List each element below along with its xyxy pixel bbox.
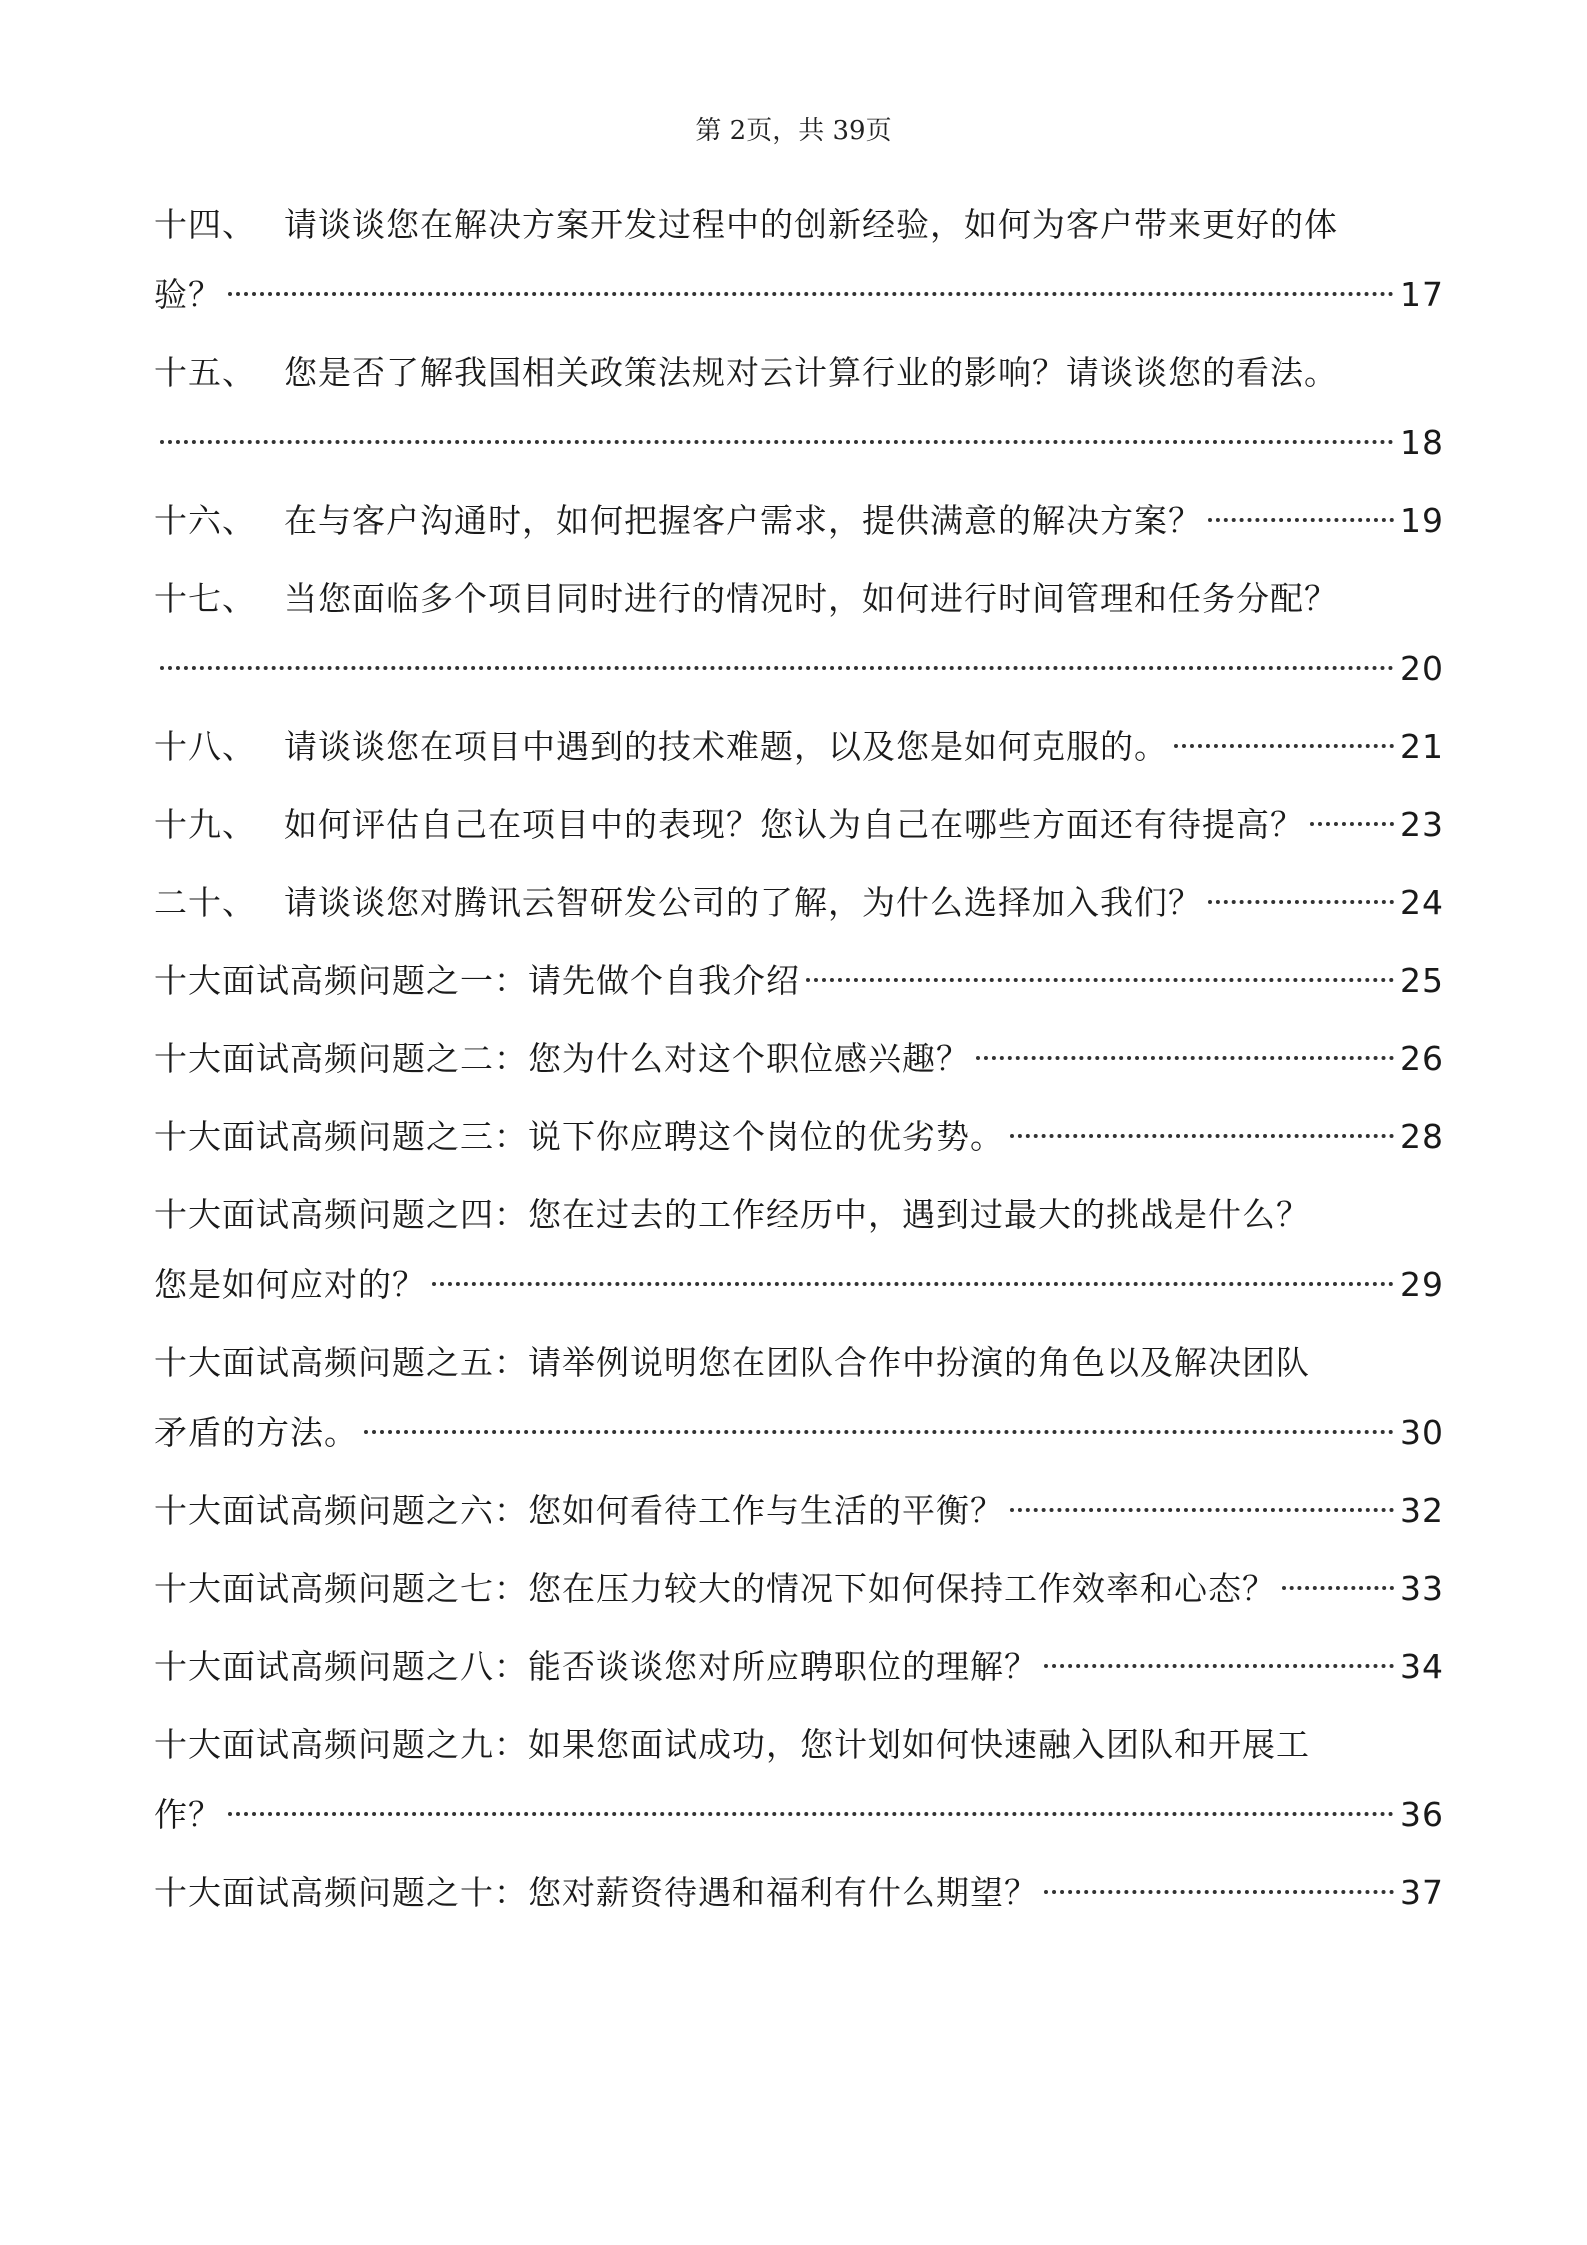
toc-entry-title-continued: 验？ xyxy=(154,275,222,314)
toc-entry[interactable] xyxy=(154,868,1444,938)
toc-entry[interactable] xyxy=(154,712,1444,782)
toc-entry-page: 24 xyxy=(1400,883,1444,922)
toc-entry-title: 十大面试高频问题之三：说下你应聘这个岗位的优劣势。 xyxy=(154,1117,1004,1156)
toc-entry[interactable] xyxy=(154,1024,1444,1094)
dot-leader xyxy=(228,292,1394,296)
toc-entry-number: 二十、 xyxy=(154,883,256,922)
toc-entry-title-continued: 您是如何应对的？ xyxy=(154,1265,426,1304)
toc-entry-page: 21 xyxy=(1400,727,1444,766)
toc-entry[interactable] xyxy=(154,1476,1444,1546)
toc-entry-title: 十大面试高频问题之五：请举例说明您在团队合作中扮演的角色以及解决团队 xyxy=(154,1343,1310,1382)
toc-entry-title: 如何评估自己在项目中的表现？您认为自己在哪些方面还有待提高？ xyxy=(284,805,1304,844)
dot-leader xyxy=(976,1056,1394,1060)
toc-entry-title: 十大面试高频问题之八：能否谈谈您对所应聘职位的理解？ xyxy=(154,1647,1038,1686)
toc-entry-number: 十五、 xyxy=(154,353,256,392)
toc-entry[interactable] xyxy=(154,1102,1444,1172)
toc-entry-number: 十六、 xyxy=(154,501,256,540)
toc-entry[interactable] xyxy=(154,1554,1444,1624)
toc-entry[interactable] xyxy=(154,790,1444,860)
toc-entry-page: 36 xyxy=(1400,1795,1444,1834)
toc-entry-page: 28 xyxy=(1400,1117,1444,1156)
toc-entry[interactable] xyxy=(154,1710,1444,1850)
toc-entry-page: 17 xyxy=(1400,275,1444,314)
toc-entry-title: 请谈谈您在项目中遇到的技术难题，以及您是如何克服的。 xyxy=(284,727,1168,766)
dot-leader xyxy=(160,666,1394,670)
toc-entry-page: 19 xyxy=(1400,501,1444,540)
toc-entry[interactable] xyxy=(154,1180,1444,1320)
dot-leader xyxy=(364,1430,1394,1434)
toc-entry-page: 33 xyxy=(1400,1569,1444,1608)
dot-leader xyxy=(1310,822,1394,826)
dot-leader xyxy=(1010,1508,1394,1512)
toc-entry[interactable] xyxy=(154,190,1444,330)
toc-entry-title: 请谈谈您对腾讯云智研发公司的了解，为什么选择加入我们？ xyxy=(284,883,1202,922)
toc-entry-number: 十四、 xyxy=(154,205,256,244)
toc-entry-page: 20 xyxy=(1400,649,1444,688)
dot-leader xyxy=(1208,900,1394,904)
toc-entry-page: 32 xyxy=(1400,1491,1444,1530)
toc-entry-page: 25 xyxy=(1400,961,1444,1000)
dot-leader xyxy=(806,978,1394,982)
toc-entry-title: 十大面试高频问题之十：您对薪资待遇和福利有什么期望？ xyxy=(154,1873,1038,1912)
toc-entry[interactable] xyxy=(154,946,1444,1016)
toc-entry-title: 请谈谈您在解决方案开发过程中的创新经验，如何为客户带来更好的体 xyxy=(284,205,1338,244)
toc-entry-page: 18 xyxy=(1400,423,1444,462)
dot-leader xyxy=(1044,1890,1394,1894)
toc-entry[interactable] xyxy=(154,338,1444,478)
toc-entry-page: 29 xyxy=(1400,1265,1444,1304)
toc-entry[interactable] xyxy=(154,486,1444,556)
toc-entry[interactable] xyxy=(154,1632,1444,1702)
toc-entry[interactable] xyxy=(154,564,1444,704)
toc-entry-page: 30 xyxy=(1400,1413,1444,1452)
dot-leader xyxy=(1044,1664,1394,1668)
toc-entry-title: 在与客户沟通时，如何把握客户需求，提供满意的解决方案？ xyxy=(284,501,1202,540)
dot-leader xyxy=(1282,1586,1394,1590)
toc-entry-page: 37 xyxy=(1400,1873,1444,1912)
dot-leader xyxy=(1010,1134,1394,1138)
toc-entry-number: 十七、 xyxy=(154,579,256,618)
toc-entry-title-continued: 作？ xyxy=(154,1795,222,1834)
dot-leader xyxy=(228,1812,1394,1816)
table-of-contents xyxy=(154,190,1444,1936)
dot-leader xyxy=(1174,744,1394,748)
toc-entry-title: 您是否了解我国相关政策法规对云计算行业的影响？请谈谈您的看法。 xyxy=(284,353,1338,392)
toc-entry-title: 十大面试高频问题之四：您在过去的工作经历中，遇到过最大的挑战是什么？ xyxy=(154,1195,1310,1234)
toc-entry-title-continued: 矛盾的方法。 xyxy=(154,1413,358,1452)
toc-entry-title: 十大面试高频问题之七：您在压力较大的情况下如何保持工作效率和心态？ xyxy=(154,1569,1276,1608)
toc-entry-title: 十大面试高频问题之九：如果您面试成功，您计划如何快速融入团队和开展工 xyxy=(154,1725,1310,1764)
dot-leader xyxy=(432,1282,1394,1286)
toc-entry-page: 34 xyxy=(1400,1647,1444,1686)
toc-entry-page: 23 xyxy=(1400,805,1444,844)
toc-entry-title: 十大面试高频问题之六：您如何看待工作与生活的平衡？ xyxy=(154,1491,1004,1530)
dot-leader xyxy=(160,440,1394,444)
toc-entry[interactable] xyxy=(154,1328,1444,1468)
dot-leader xyxy=(1208,518,1394,522)
toc-entry-title: 十大面试高频问题之二：您为什么对这个职位感兴趣？ xyxy=(154,1039,970,1078)
toc-entry-number: 十八、 xyxy=(154,727,256,766)
toc-entry-title: 当您面临多个项目同时进行的情况时，如何进行时间管理和任务分配？ xyxy=(284,579,1338,618)
page-indicator: 第 2页，共 39页 xyxy=(695,116,892,146)
toc-entry-title: 十大面试高频问题之一：请先做个自我介绍 xyxy=(154,961,800,1000)
toc-entry[interactable] xyxy=(154,1858,1444,1928)
toc-entry-page: 26 xyxy=(1400,1039,1444,1078)
toc-entry-number: 十九、 xyxy=(154,805,256,844)
